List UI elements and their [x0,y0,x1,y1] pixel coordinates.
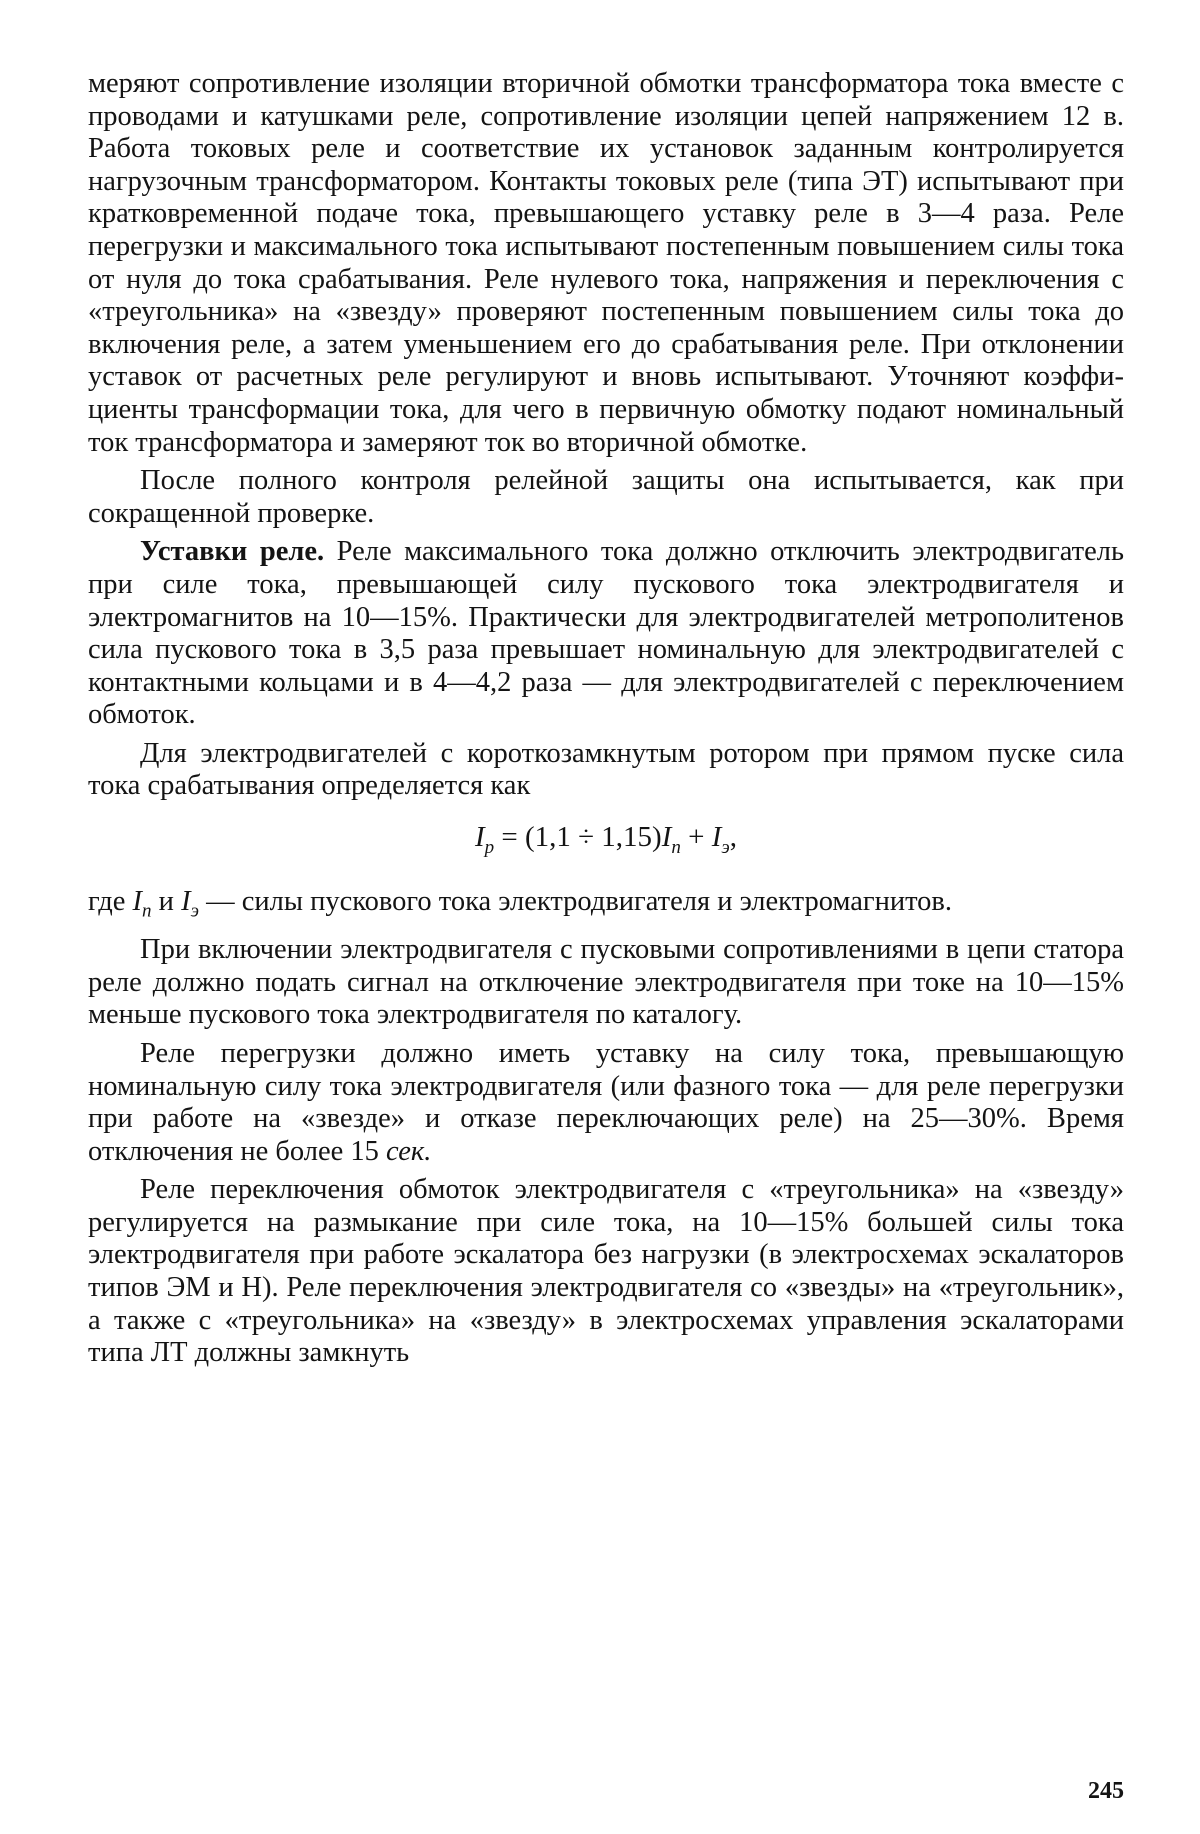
symbol-i-e: I [181,885,191,917]
formula-coefficient: (1,1 ÷ 1,15) [524,821,662,854]
paragraph-5-rest: — силы пускового тока электродвигателя и электромагнитов. [198,885,952,917]
formula-term1-sub: п [671,836,681,858]
page-number: 245 [1088,1778,1124,1804]
paragraph-7 [88,1038,1124,1168]
formula [88,817,1124,868]
paragraph-3 [88,536,1124,732]
paragraph-5 [88,886,1124,928]
formula-lhs: I [474,821,485,854]
paragraph-7-body: Реле перегрузки должно иметь уставку на силу тока, превышающую номинальную силу тока электродвигателя (или фазного тока — для реле перегрузки при работе на «звезде» и отказе переключающих реле) на 25—30%. Время отключения не более 15 [88,1037,1124,1167]
paragraph-6: При включении электродвигателя с пусковыми сопротивлениями в цепи статора реле должно подать сигнал на отключение электродвигателя при токе на 10—15% меньше пускового тока электродвигателя по каталогу. [88,934,1124,1031]
paragraph-2: После полного контроля релейной защиты она испытывается, как при сокращенной проверке. [88,465,1124,529]
formula-term1: I [661,821,672,854]
paragraph-7-unit: сек. [386,1135,432,1167]
paragraph-8: Реле переключения обмоток электродвигателя с «треугольника» на «звезду» регулируется на размыкание при силе тока, на 10—15% большей силы тока электродвигателя при работе эскалатора без нагрузки (в электросхемах эскалаторов типов ЭМ и Н). Реле переключения электродвигателя со «звезды» на «треугольник», а также с «треугольника» на «звезду» в электросхемах управления эскалаторами типа ЛТ должны замкнуть [88,1174,1124,1369]
formula-tail: , [729,821,738,854]
formula-plus: + [680,821,712,854]
page-body [88,68,1124,1370]
symbol-i-e-sub: э [190,900,199,922]
paragraph-3-body: Реле максимального тока должно отключить электродвигатель при силе тока, превышающей силу пускового тока электродвигателя и электромагнитов на 10—15%. Практически для электродвигателей метрополитенов сила пускового тока в 3,5 раза превышает номинальную для электродвигателей с контактными кольцами и в 4—4,2 раза — для электродвигателей с переключением обмоток. [88,536,1125,731]
symbol-i-p-sub: п [142,900,152,922]
paragraph-5-start: где [88,885,133,917]
paragraph-4: Для электродвигателей с короткозамкнутым ротором при прямом пуске сила тока срабатывания определяется как [88,737,1124,802]
paragraph-5-and: и [151,885,182,917]
formula-lhs-sub: р [484,836,495,858]
formula-term2: I [711,821,722,854]
symbol-i-p: I [132,885,143,917]
paragraph-1: меряют сопротивление изоляции вторичной обмотки трансформатора тока вместе с проводами и катушками реле, сопротивление изоляции цепей напряжением 12 в. Работа токовых реле и соответствие их установок заданным контролируется нагрузочным трансформатором. Контакты токовых реле (типа ЭТ) испытывают при кратковременной подаче тока, превышающего уставку реле в 3—4 раза. Реле перегрузки и максимального тока испытывают постепенным повышением силы тока от нуля до тока срабатывания. Реле нулевого тока, напряжения и переключения с «треугольника» на «звезду» проверяют постепенным повышением силы тока до включения реле, а затем уменьшением его до срабатывания реле. При отклонении уставок от расчетных реле регулируют и вновь испытывают. Уточняют коэффициенты трансформации тока, для чего в первичную обмотку подают номинальный ток трансформатора и замеряют ток во вторичной обмотке. [88,68,1124,458]
formula-equals: = [494,821,525,854]
formula-term2-sub: э [721,836,730,858]
section-heading: Уставки реле. [140,536,325,568]
